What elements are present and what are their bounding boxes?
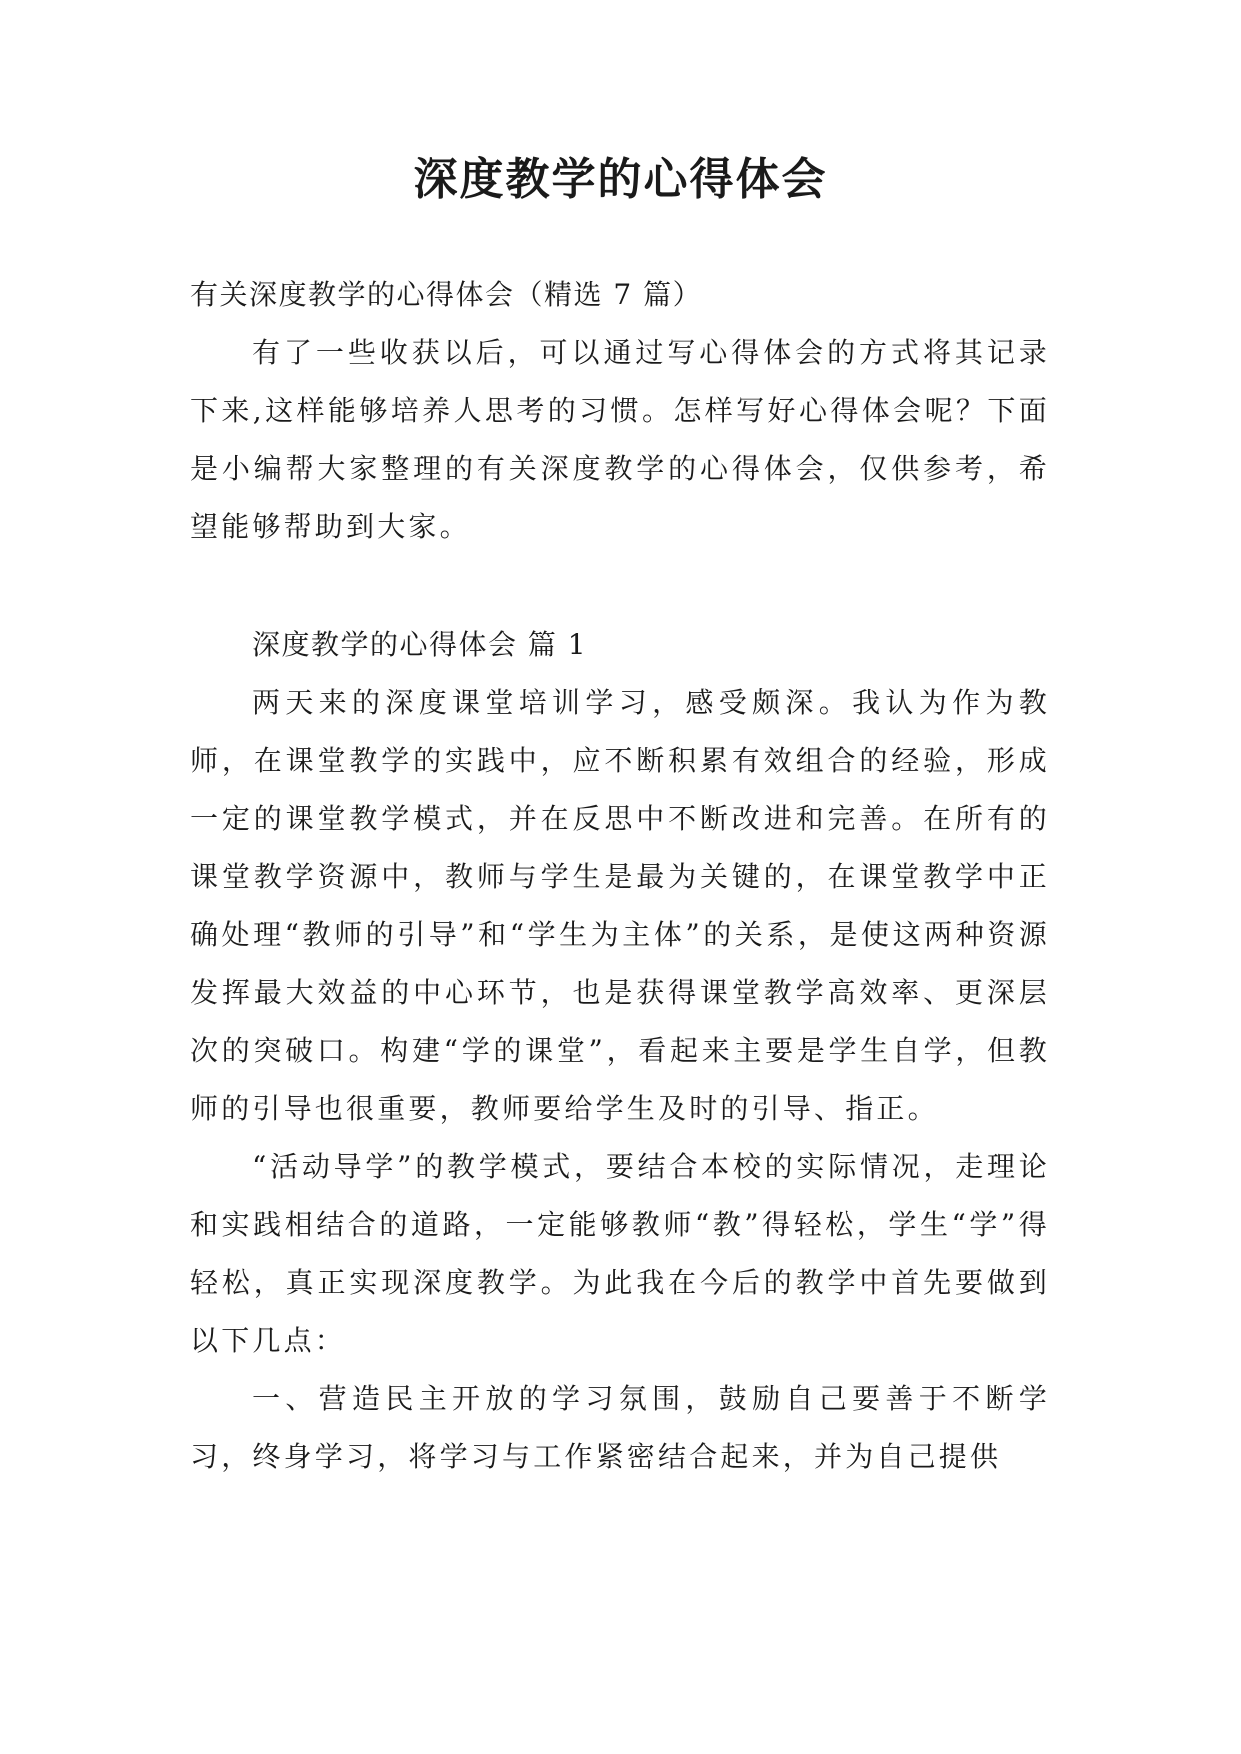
- intro-paragraph: 有了一些收获以后，可以通过写心得体会的方式将其记录下来,这样能够培养人思考的习惯。怎样写好心得体会呢？下面是小编帮大家整理的有关深度教学的心得体会，仅供参考，希望能够帮助到大家。: [190, 336, 1050, 543]
- document-body: [190, 266, 1050, 1486]
- section-heading: 深度教学的心得体会 篇 1: [252, 628, 588, 661]
- body-paragraph-2: “活动导学”的教学模式，要结合本校的实际情况，走理论和实践相结合的道路，一定能够教师“教”得轻松，学生“学”得轻松，真正实现深度教学。为此我在今后的教学中首先要做到以下几点：: [190, 1150, 1050, 1357]
- document-subtitle: 有关深度教学的心得体会（精选 7 篇）: [190, 278, 703, 311]
- body-paragraph-1: 两天来的深度课堂培训学习，感受颇深。我认为作为教师，在课堂教学的实践中，应不断积累有效组合的经验，形成一定的课堂教学模式，并在反思中不断改进和完善。在所有的课堂教学资源中，教师与学生是最为关键的，在课堂教学中正确处理“教师的引导”和“学生为主体”的关系，是使这两种资源发挥最大效益的中心环节，也是获得课堂教学高效率、更深层次的突破口。构建“学的课堂”，看起来主要是学生自学，但教师的引导也很重要，教师要给学生及时的引导、指正。: [190, 686, 1050, 1125]
- document-title: 深度教学的心得体会: [413, 154, 828, 205]
- body-paragraph-3: 一、营造民主开放的学习氛围，鼓励自己要善于不断学习，终身学习，将学习与工作紧密结合起来，并为自己提供: [190, 1382, 1050, 1473]
